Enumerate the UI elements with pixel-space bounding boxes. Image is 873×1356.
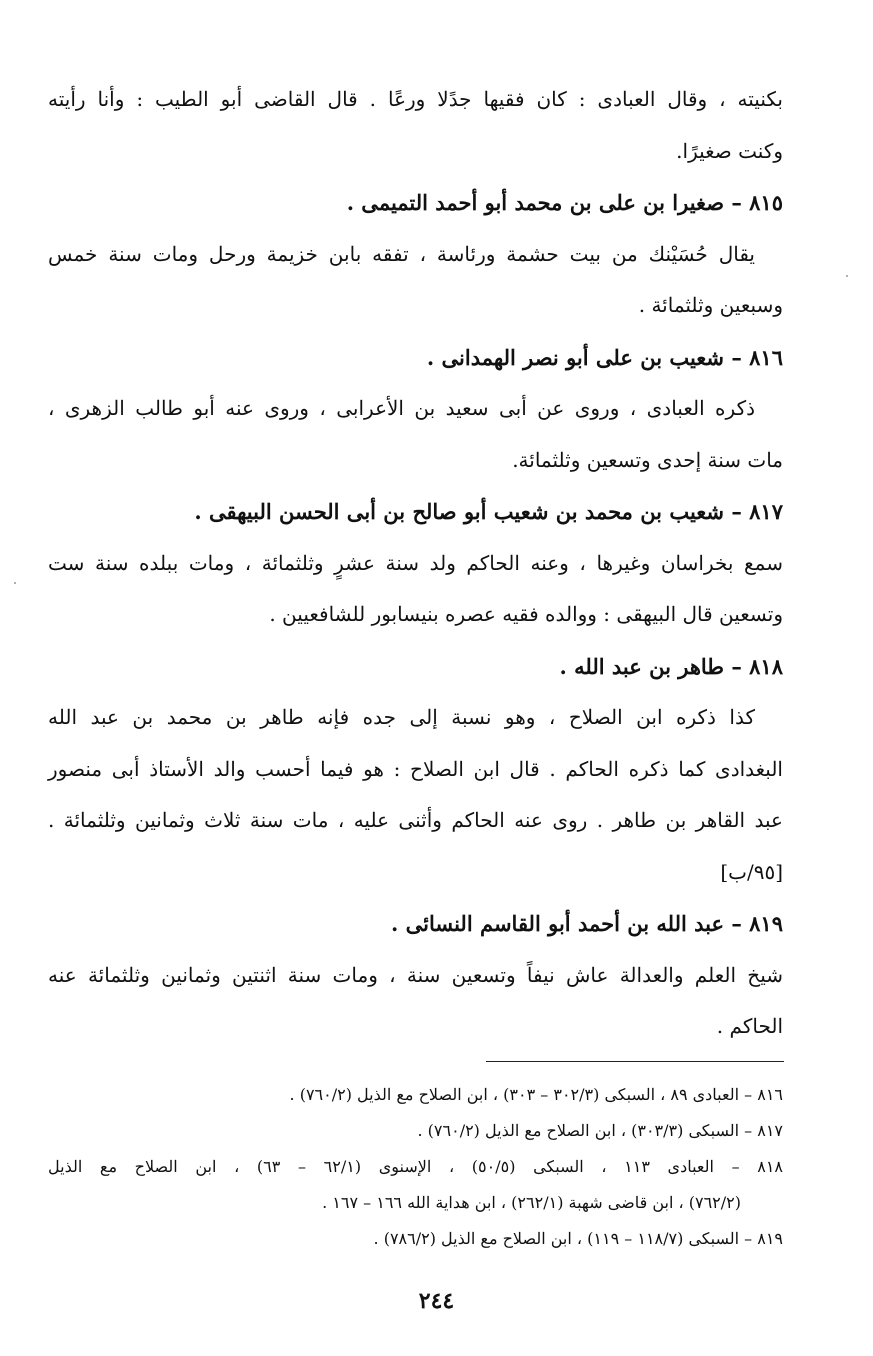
text-line: سمع بخراسان وغيرها ، وعنه الحاكم ولد سنة عشرٍ وثلثمائة ، ومات ببلده سنة ست: [48, 550, 783, 575]
text-line: الحاكم .: [716, 1014, 783, 1038]
text-line: بكنيته ، وقال العبادى : كان فقيها جدًلا ورعًا . قال القاضى أبو الطيب : وأنا رأيته: [48, 87, 783, 111]
entry-heading-816: ٨١٦ – شعيب بن على أبو نصر الهمدانى .: [426, 344, 783, 370]
footnote-line: ٨١٩ – السبكى (١١٨/٧ – ١١٩) ، ابن الصلاح مع الذيل (٧٨٦/٢) .: [373, 1229, 783, 1248]
entry-heading-817: ٨١٧ – شعيب بن محمد بن شعيب أبو صالح بن أبى الحسن البيهقى .: [194, 499, 783, 524]
text-line: البغدادى كما ذكره الحاكم . قال ابن الصلاح : هو فيما أحسب والد الأستاذ أبى منصور: [48, 756, 783, 781]
text-line: ذكره العبادى ، وروى عن أبى سعيد بن الأعرابى ، وروى عنه أبو طالب الزهرى ،: [48, 396, 755, 420]
footnote-line: ٨١٦ – العبادى ٨٩ ، السبكى (٣٠٢/٣ – ٣٠٣) ، ابن الصلاح مع الذيل (٧٦٠/٢) .: [289, 1085, 783, 1104]
text-line: وسبعين وثلثمائة .: [638, 293, 783, 317]
footnotes: [48, 1077, 783, 1257]
footnote-line: ٨١٧ – السبكى (٣٠٣/٣) ، ابن الصلاح مع الذيل (٧٦٠/٢) .: [417, 1121, 783, 1140]
text-line: يقال حُسَيْنك من بيت حشمة ورئاسة ، تفقه بابن خزيمة ورحل ومات سنة خمس: [48, 241, 755, 266]
entry-heading-815: ٨١٥ – صغيرا بن على بن محمد أبو أحمد التميمى .: [346, 190, 783, 215]
scan-speck: [14, 582, 16, 584]
entry-heading-818: ٨١٨ – طاهر بن عبد الله .: [559, 653, 783, 679]
footnote-divider: [486, 1061, 784, 1062]
footnote-line: ٨١٨ – العبادى ١١٣ ، السبكى (٥٠/٥) ، الإسنوى (٦٢/١ – ٦٣) ، ابن الصلاح مع الذيل: [48, 1157, 784, 1176]
text-line: كذا ذكره ابن الصلاح ، وهو نسبة إلى جده فإنه طاهر بن محمد بن عبد الله: [48, 705, 755, 729]
scan-speck: [846, 275, 848, 277]
text-line: شيخ العلم والعدالة عاش نيفاً وتسعين سنة ، ومات سنة اثنتين وثمانين وثلثمائة عنه: [48, 962, 783, 987]
text-line: عبد القاهر بن طاهر . روى عنه الحاكم وأثنى عليه ، مات سنة ثلاث وثمانين وثلثمائة .: [48, 808, 783, 832]
page-number: ٢٤٤: [418, 1288, 455, 1314]
entry-heading-819: ٨١٩ – عبد الله بن أحمد أبو القاسم النسائى .: [390, 911, 783, 936]
folio-marker: [٩٥/ب]: [720, 859, 783, 884]
main-text: [48, 74, 783, 1053]
text-line: وكنت صغيرًا.: [676, 138, 783, 163]
text-line: وتسعين قال البيهقى : ووالده فقيه عصره بنيسابور للشافعيين .: [269, 602, 783, 626]
footnote-line: (٧٦٢/٢) ، ابن قاضى شهبة (٢٦٢/١) ، ابن هداية الله ١٦٦ – ١٦٧ .: [322, 1193, 741, 1212]
text-line: مات سنة إحدى وتسعين وثلثمائة.: [512, 447, 783, 472]
